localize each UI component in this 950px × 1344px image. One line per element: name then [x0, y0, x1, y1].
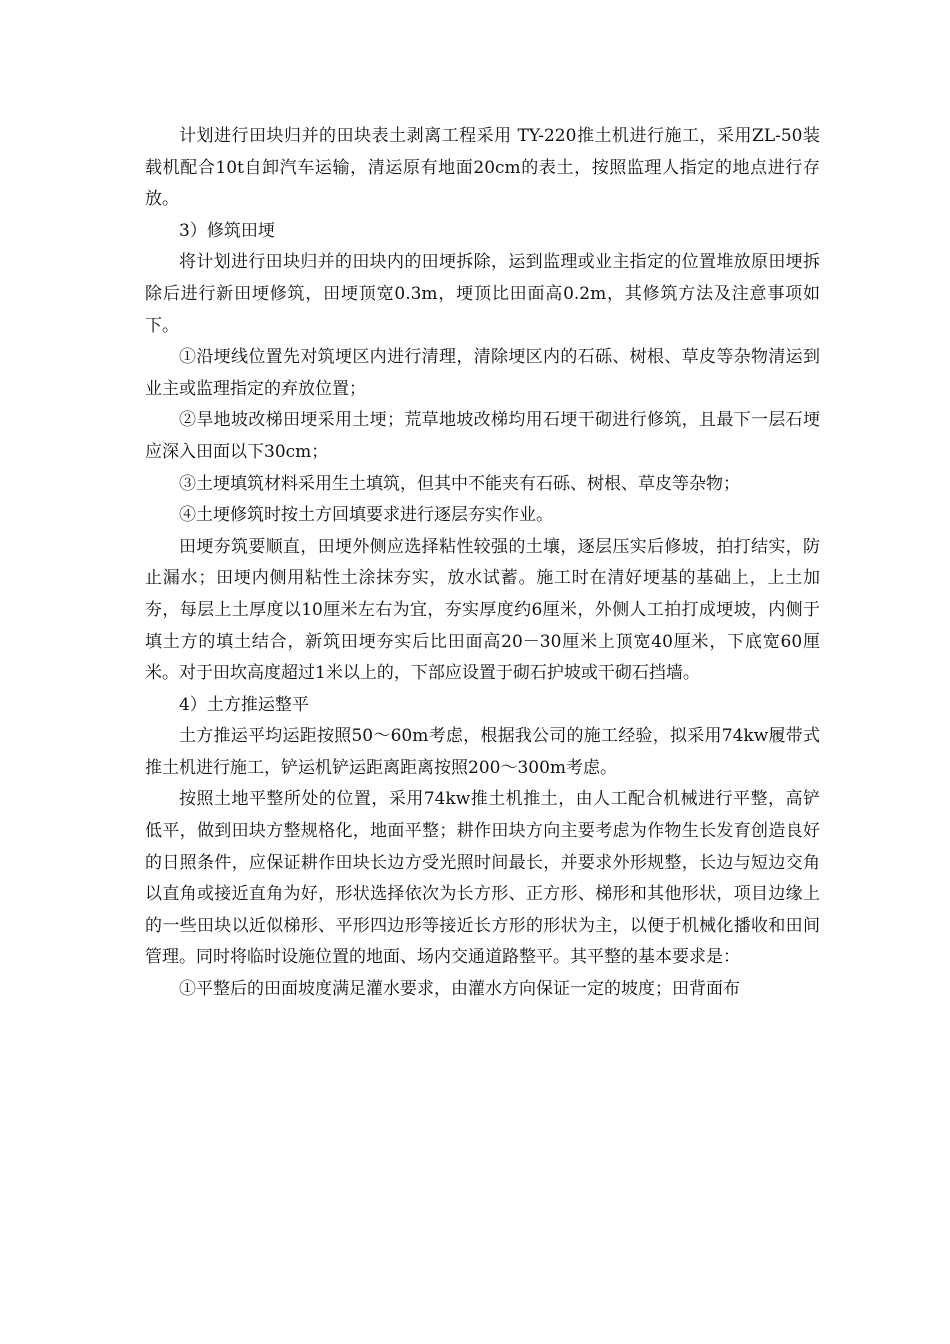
section-heading-ridge-building: 3）修筑田埂	[179, 220, 275, 241]
paragraph-leveling-method: 按照土地平整所处的位置，采用74kw推土机推土，由人工配合机械进行平整，高铲低平，做到田块方整规格化，地面平整；耕作田块方向主要考虑为作物生长发育创造良好的日照条件，应保证耕作田块长边方受光照时间最长，并要求外形规整，长边与短边交角以直角或接近直角为好，形状选择依次为长方形、正方形、梯形和其他形状，项目边缘上的一些田块以近似梯形、平形四边形等接近长方形的形状为主，以便于机械化播收和田间管理。同时将临时设施位置的地面、场内交通道路整平。其平整的基本要求是：	[145, 789, 820, 968]
section-heading-earthwork-leveling: 4）土方推运整平	[179, 694, 309, 715]
paragraph-haul-distance: 土方推运平均运距按照50～60m考虑，根据我公司的施工经验，拟采用74kw履带式推土机进行施工，铲运机铲运距离距离按照200～300m考虑。	[145, 726, 820, 778]
document-page	[145, 121, 820, 1006]
list-item-leveling-1: ①平整后的田面坡度满足灌水要求，由灌水方向保证一定的坡度；田背面布	[179, 979, 740, 1000]
paragraph-ridge-removal: 将计划进行田块归并的田块内的田埂拆除，运到监理或业主指定的位置堆放原田埂拆除后进行新田埂修筑，田埂顶宽0.3m，埂顶比田面高0.2m，其修筑方法及注意事项如下。	[145, 252, 820, 336]
list-item-ridge-3: ③土埂填筑材料采用生土填筑，但其中不能夹有石砾、树根、草皮等杂物；	[179, 473, 740, 494]
list-item-ridge-4: ④土埂修筑时按土方回填要求进行逐层夯实作业。	[179, 505, 553, 526]
paragraph-topsoil-stripping: 计划进行田块归并的田块表土剥离工程采用 TY-220推土机进行施工，采用ZL-50装载机配合10t自卸汽车运输，清运原有地面20cm的表土，按照监理人指定的地点进行存放。	[145, 126, 820, 210]
paragraph-ridge-compaction: 田埂夯筑要顺直，田埂外侧应选择粘性较强的土壤，逐层压实后修坡，拍打结实，防止漏水；田埂内侧用粘性土涂抹夯实，放水试蓄。施工时在清好埂基的基础上，上土加夯，每层上土厚度以10厘米左右为宜，夯实厚度约6厘米，外侧人工拍打成埂坡，内侧于填土方的填土结合，新筑田埂夯实后比田面高20－30厘米上顶宽40厘米，下底宽60厘米。对于田坎高度超过1米以上的，下部应设置于砌石护坡或干砌石挡墙。	[145, 536, 820, 684]
list-item-ridge-1: ①沿埂线位置先对筑埂区内进行清理，清除埂区内的石砾、树根、草皮等杂物清运到业主或监理指定的弃放位置；	[145, 347, 820, 399]
list-item-ridge-2: ②旱地坡改梯田埂采用土埂；荒草地坡改梯均用石埂干砌进行修筑，且最下一层石埂应深入田面以下30cm；	[145, 410, 820, 462]
